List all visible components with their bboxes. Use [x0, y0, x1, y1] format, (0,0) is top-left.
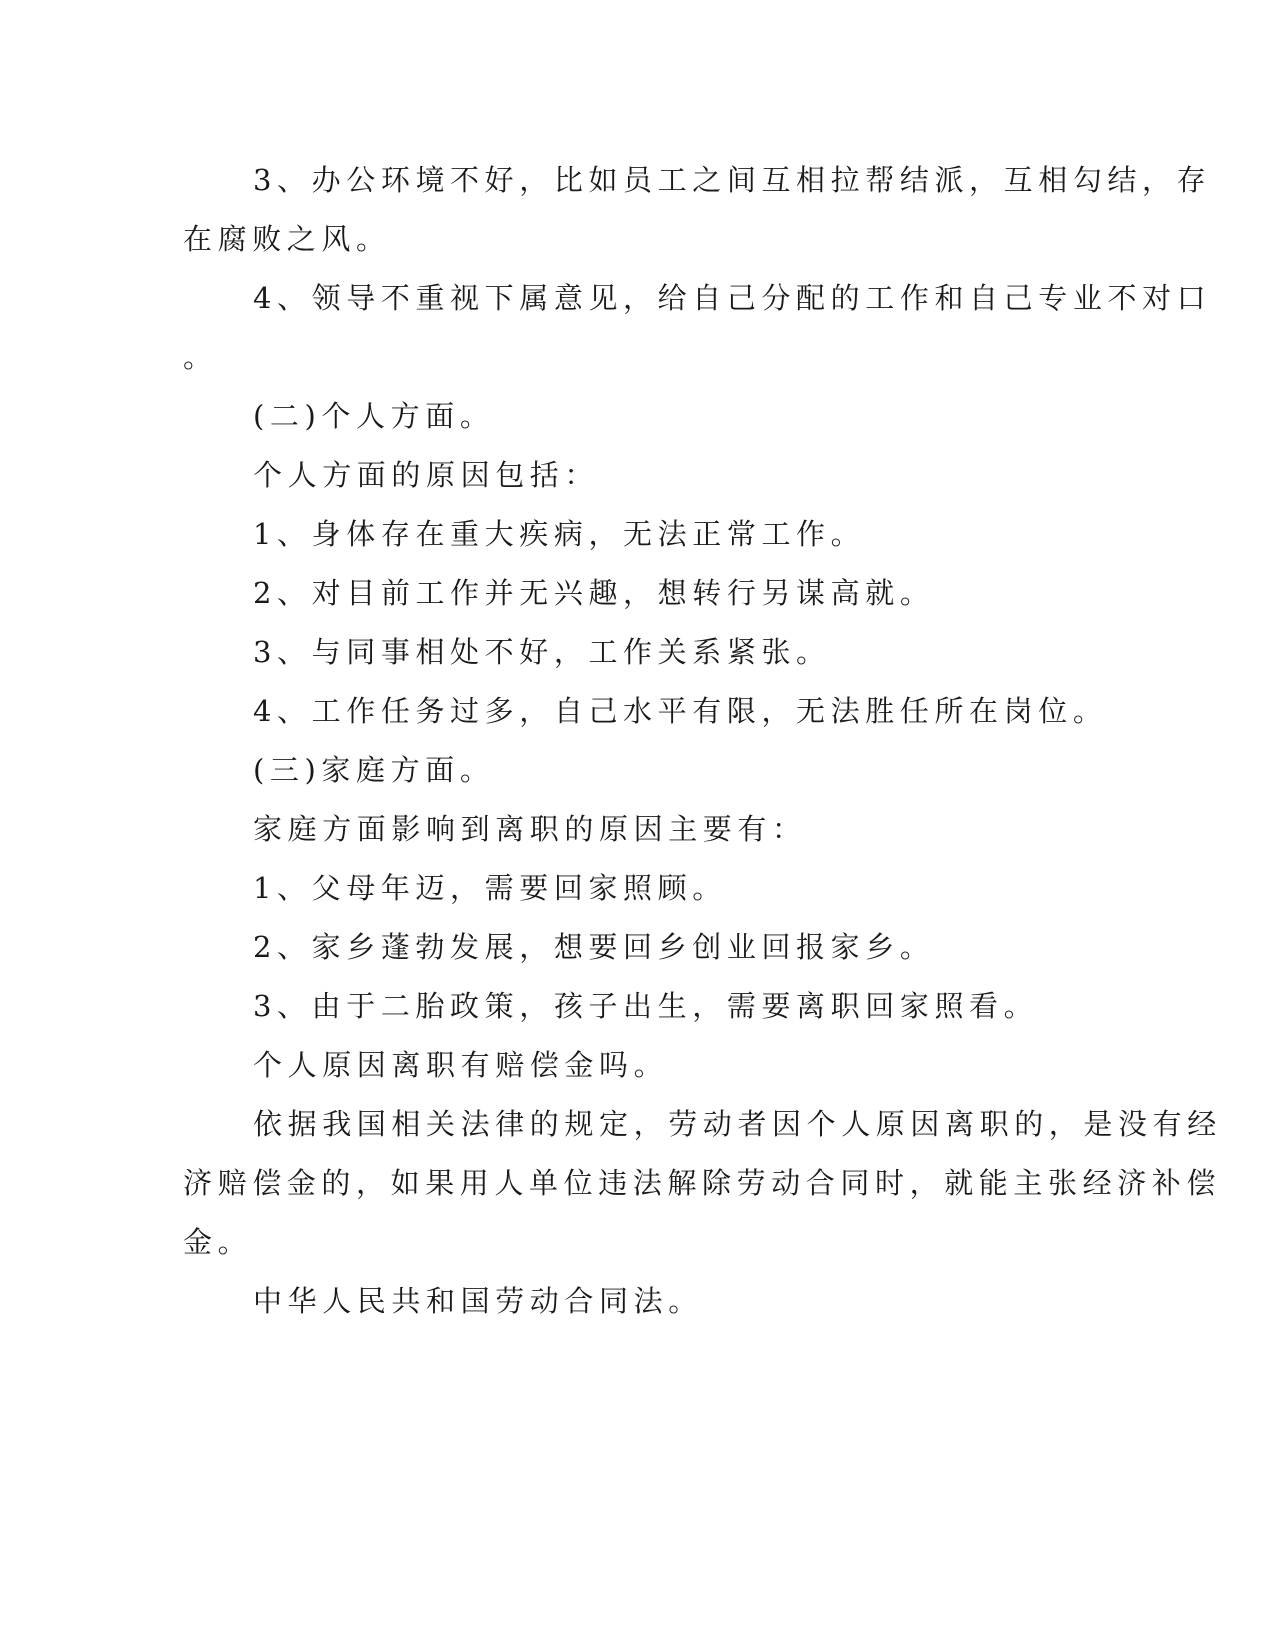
paragraph-line: 中华人民共和国劳动合同法。 — [253, 1284, 703, 1318]
paragraph-line: 金。 — [183, 1225, 253, 1259]
section-heading: (二)个人方面。 — [253, 399, 495, 433]
list-item: 3、由于二胎政策，孩子出生，需要离职回家照看。 — [253, 989, 1039, 1023]
paragraph-line: 4、领导不重视下属意见，给自己分配的工作和自己专业不对口 — [253, 281, 1212, 315]
list-item: 3、与同事相处不好，工作关系紧张。 — [253, 635, 831, 669]
paragraph-line: 济赔偿金的，如果用人单位违法解除劳动合同时，就能主张经济补偿 — [183, 1166, 1222, 1200]
section-heading: 个人原因离职有赔偿金吗。 — [253, 1048, 669, 1082]
paragraph-line: 。 — [183, 340, 218, 374]
paragraph-line: 家庭方面影响到离职的原因主要有： — [253, 812, 807, 846]
list-item: 1、身体存在重大疾病，无法正常工作。 — [253, 517, 866, 551]
paragraph-line: 在腐败之风。 — [183, 222, 391, 256]
list-item: 4、工作任务过多，自己水平有限，无法胜任所在岗位。 — [253, 694, 1108, 728]
section-heading: (三)家庭方面。 — [253, 753, 495, 787]
paragraph-line: 个人方面的原因包括： — [253, 458, 600, 492]
paragraph-line: 依据我国相关法律的规定，劳动者因个人原因离职的，是没有经 — [253, 1107, 1222, 1141]
list-item: 2、对目前工作并无兴趣，想转行另谋高就。 — [253, 576, 935, 610]
paragraph-line: 3、办公环境不好，比如员工之间互相拉帮结派，互相勾结，存 — [253, 163, 1212, 197]
list-item: 2、家乡蓬勃发展，想要回乡创业回报家乡。 — [253, 930, 935, 964]
list-item: 1、父母年迈，需要回家照顾。 — [253, 871, 727, 905]
